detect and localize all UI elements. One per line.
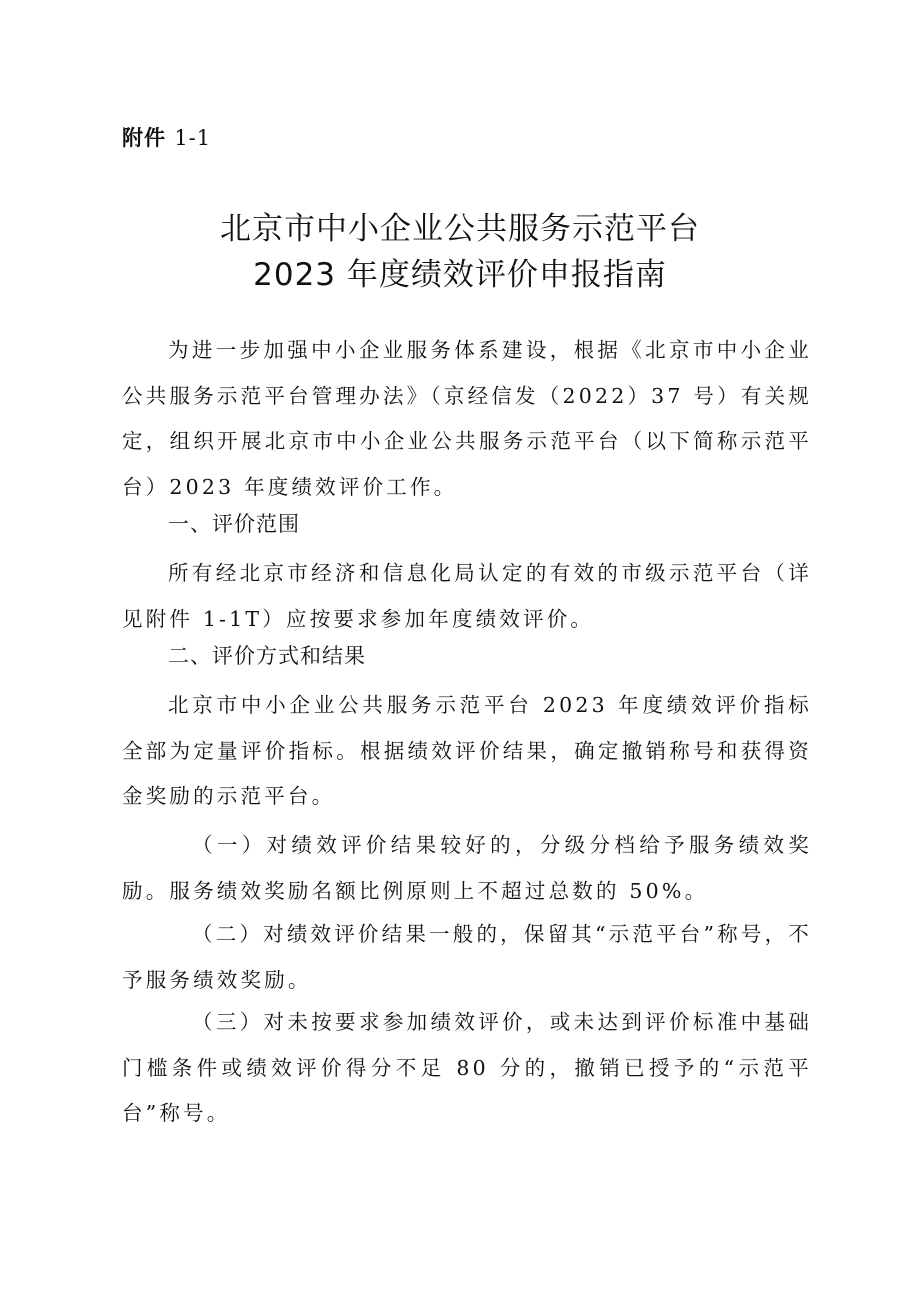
section-heading-scope: 一、评价范围	[168, 512, 300, 536]
result-item-3: （三）对未按要求参加绩效评价，或未达到评价标准中基础门槛条件或绩效评价得分不足 80 分的，撤销已授予的“示范平台”称号。	[122, 1010, 812, 1125]
attachment-label	[122, 122, 211, 152]
section-method-paragraph: 北京市中小企业公共服务示范平台 2023 年度绩效评价指标全部为定量评价指标。根据绩效评价结果，确定撤销称号和获得资金奖励的示范平台。	[122, 693, 812, 808]
section-scope-paragraph: 所有经北京市经济和信息化局认定的有效的市级示范平台（详见附件 1-1T）应按要求参加年度绩效评价。	[122, 561, 812, 631]
result-item-1: （一）对绩效评价结果较好的，分级分档给予服务绩效奖励。服务绩效奖励名额比例原则上不超过总数的 50%。	[122, 833, 812, 903]
document-title-line-1: 北京市中小企业公共服务示范平台	[220, 211, 700, 247]
attachment-label-text: 附件	[122, 126, 166, 150]
attachment-number: 1-1	[174, 126, 212, 150]
section-heading-method: 二、评价方式和结果	[168, 644, 366, 668]
document-title-line-2: 2023 年度绩效评价申报指南	[253, 257, 667, 293]
result-item-2: （二）对绩效评价结果一般的，保留其“示范平台”称号，不予服务绩效奖励。	[122, 922, 812, 992]
intro-paragraph: 为进一步加强中小企业服务体系建设，根据《北京市中小企业公共服务示范平台管理办法》（京经信发（2022）37 号）有关规定，组织开展北京市中小企业公共服务示范平台（以下简称示范平台）2023 年度绩效评价工作。	[122, 338, 812, 499]
